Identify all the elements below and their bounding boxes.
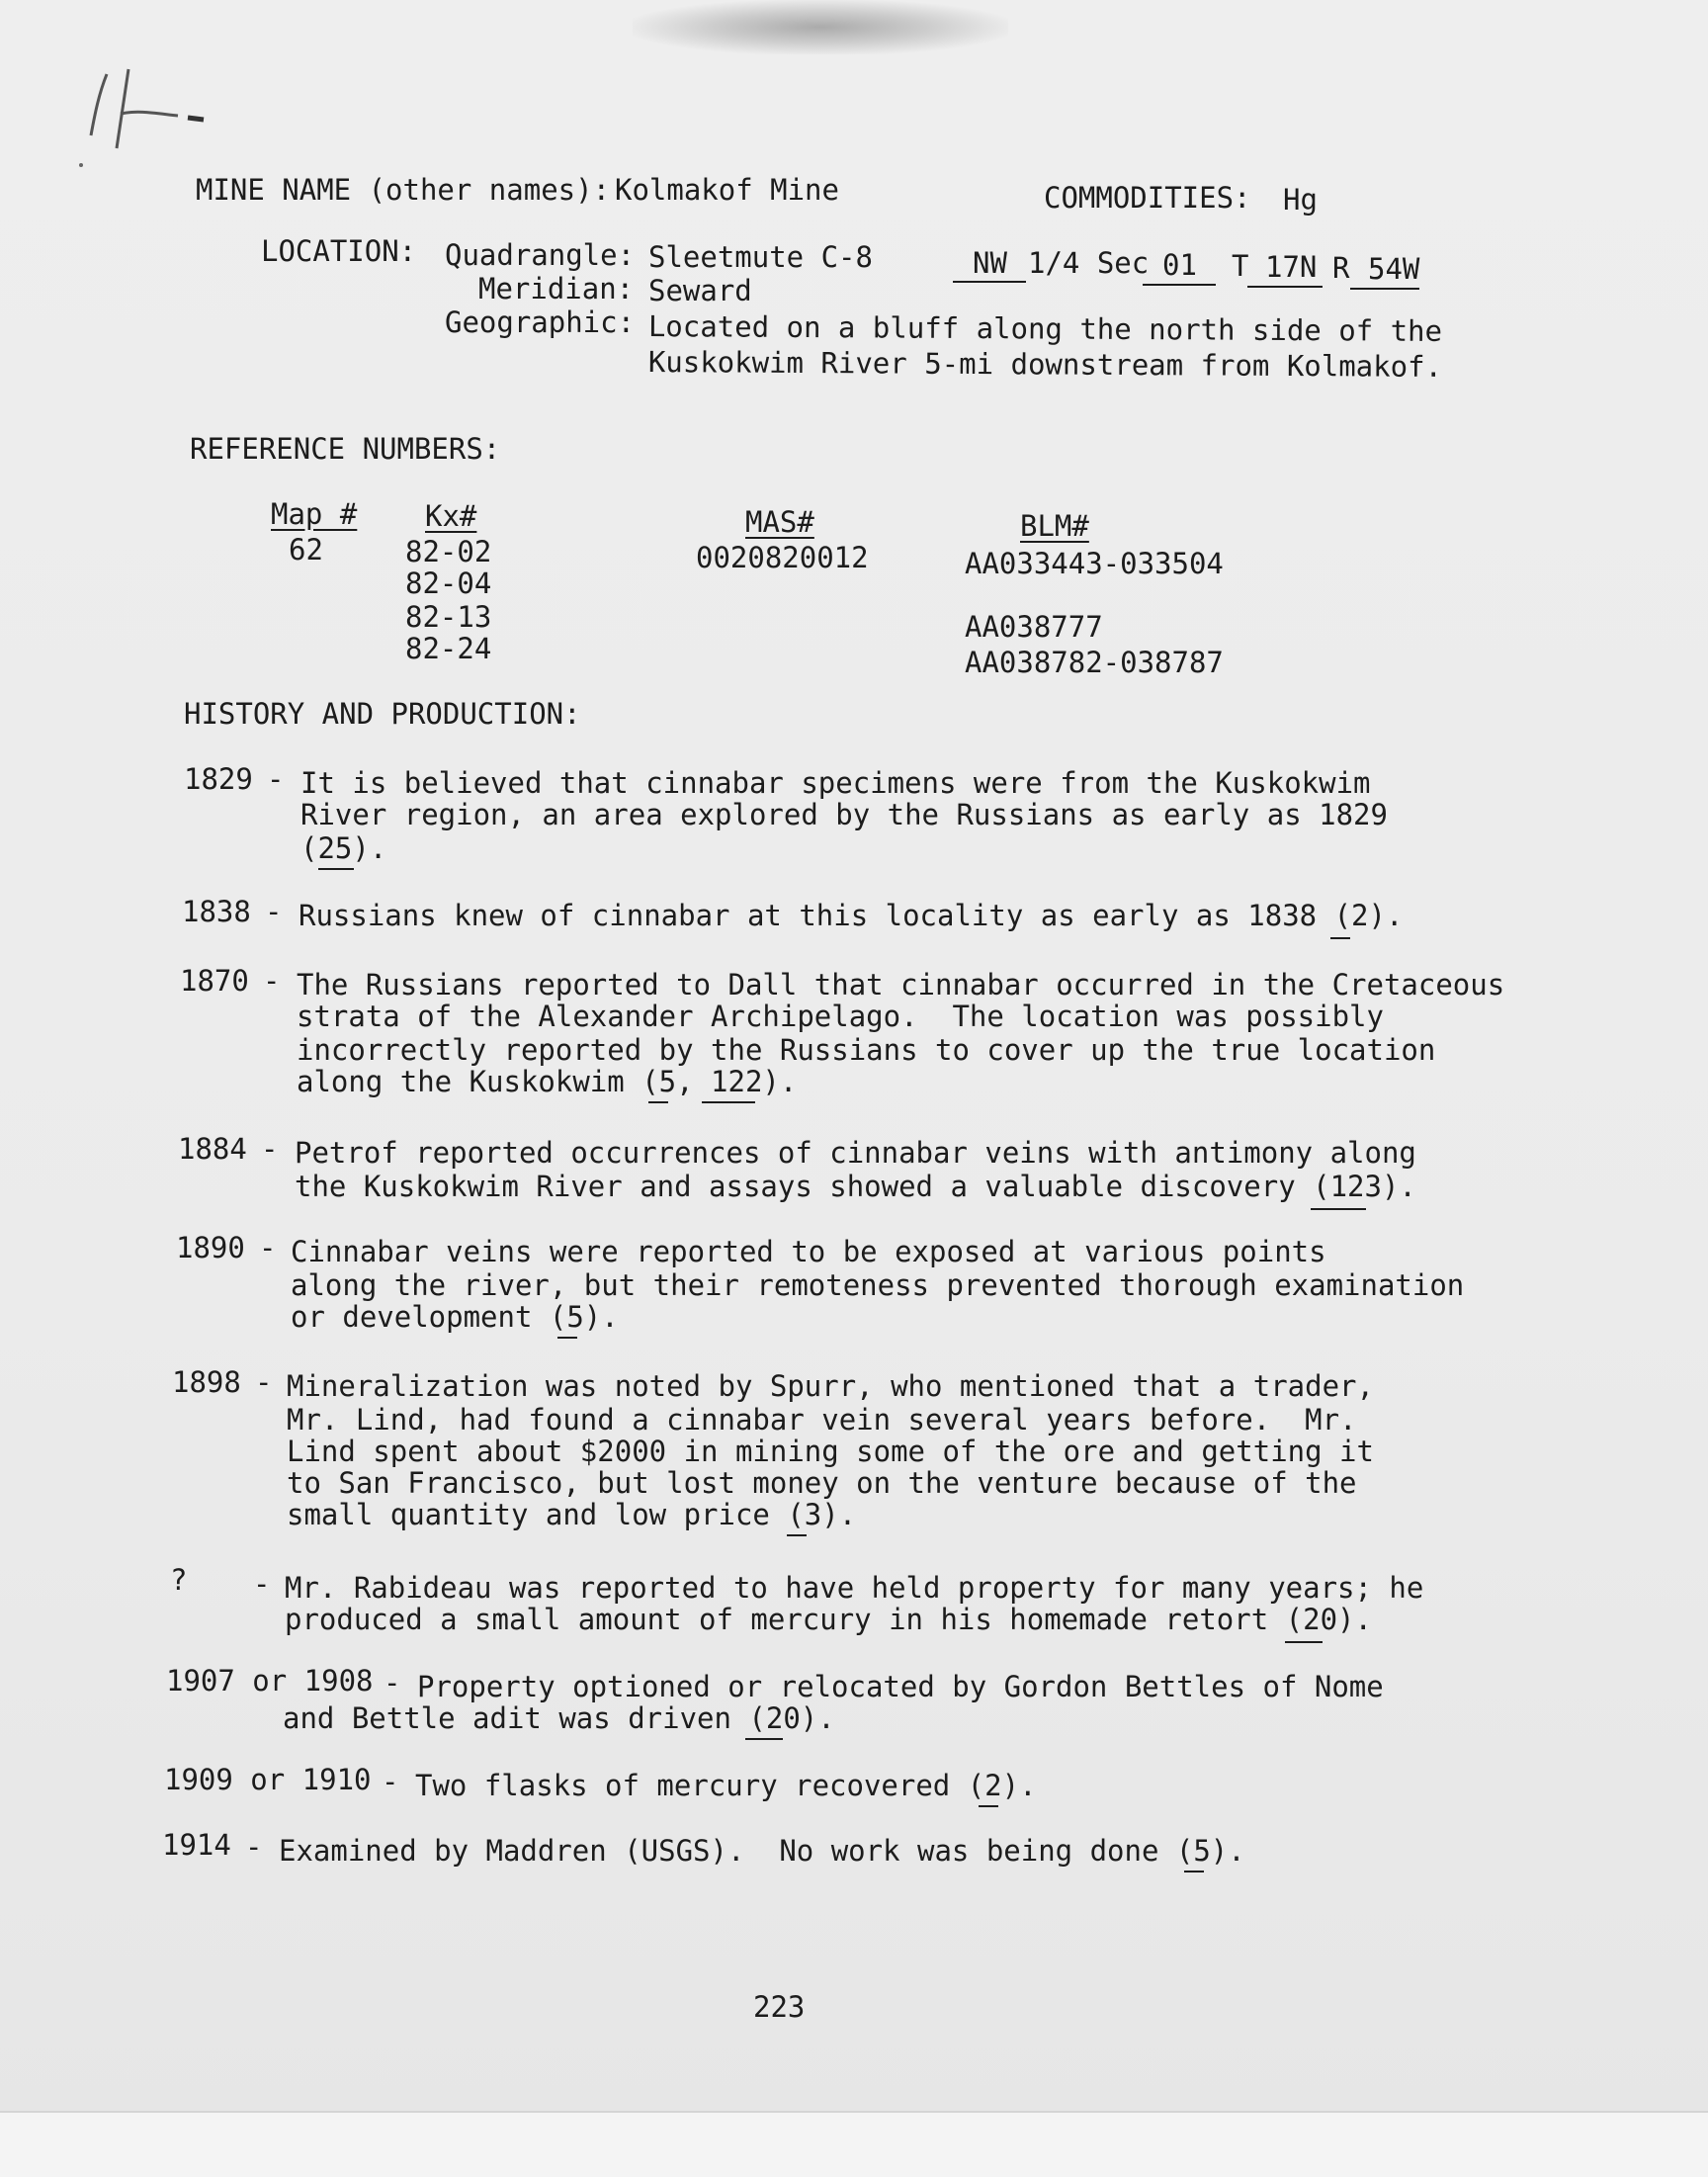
history-line: Examined by Maddren (USGS). No work was being done (5). xyxy=(279,1834,1245,1868)
quadrangle-value: Sleetmute C-8 xyxy=(648,240,873,274)
kx-value: 82-13 xyxy=(405,600,492,634)
meridian-value: Seward xyxy=(648,274,752,307)
geographic-line-2: Kuskokwim River 5-mi downstream from Kolmakof. xyxy=(647,345,1443,384)
history-dash: - xyxy=(265,895,283,928)
history-line: Lind spent about $2000 in mining some of the ore and getting it xyxy=(287,1435,1374,1468)
history-line: It is believed that cinnabar specimens were from the Kuskokwim xyxy=(300,766,1371,800)
history-line: the Kuskokwim River and assays showed a valuable discovery (123). xyxy=(295,1170,1416,1203)
township-underline xyxy=(1247,286,1323,288)
history-line: Property optioned or relocated by Gordon Bettles of Nome xyxy=(417,1670,1384,1703)
citation-underline xyxy=(702,1101,755,1103)
township-value: 17N xyxy=(1265,250,1318,284)
mas-value: 0020820012 xyxy=(696,541,869,574)
blm-value: AA038782-038787 xyxy=(965,646,1224,679)
kx-value: 82-02 xyxy=(405,535,492,568)
history-year: 1907 or 1908 xyxy=(166,1664,374,1698)
history-line: Mr. Lind, had found a cinnabar vein several years before. Mr. xyxy=(287,1403,1357,1437)
history-line: incorrectly reported by the Russians to cover up the true location xyxy=(297,1033,1436,1067)
history-line: produced a small amount of mercury in his homemade retort (20). xyxy=(285,1603,1372,1636)
citation-underline xyxy=(1184,1871,1204,1872)
location-label: LOCATION: xyxy=(261,234,417,268)
history-dash: - xyxy=(384,1666,401,1699)
blm-header: BLM# xyxy=(1020,509,1089,543)
history-dash: - xyxy=(253,1567,271,1601)
mine-name-label: MINE NAME (other names): xyxy=(196,173,611,207)
blm-value: AA038777 xyxy=(965,610,1103,644)
map-header: Map # xyxy=(271,497,358,531)
history-line: (25). xyxy=(300,831,387,865)
kx-value: 82-04 xyxy=(405,566,492,600)
history-dash: - xyxy=(245,1830,263,1864)
kx-value: 82-24 xyxy=(405,632,492,665)
history-dash: - xyxy=(263,964,281,998)
history-line: along the river, but their remoteness prevented thorough examination xyxy=(291,1268,1465,1302)
handwritten-mark-icon xyxy=(69,54,217,173)
history-line: Cinnabar veins were reported to be exposed at various points xyxy=(291,1235,1326,1268)
mine-name-value: Kolmakof Mine xyxy=(615,173,839,207)
geographic-line-1: Located on a bluff along the north side of the xyxy=(647,309,1443,348)
history-year: ? xyxy=(170,1563,188,1597)
reference-numbers-heading: REFERENCE NUMBERS: xyxy=(190,432,501,466)
geographic-label: Geographic: xyxy=(445,305,636,339)
scan-smudge xyxy=(633,0,1008,54)
page-number: 223 xyxy=(753,1990,806,2024)
history-dash: - xyxy=(261,1132,279,1166)
kx-header: Kx# xyxy=(425,499,477,533)
citation-underline xyxy=(557,1337,577,1339)
township-label: T xyxy=(1232,249,1249,283)
citation-underline xyxy=(979,1805,998,1807)
history-line: strata of the Alexander Archipelago. The location was possibly xyxy=(297,1000,1384,1033)
citation-underline xyxy=(787,1534,807,1536)
history-line: and Bettle adit was driven (20). xyxy=(283,1701,835,1735)
citation-underline xyxy=(648,1101,668,1103)
history-line: small quantity and low price (3). xyxy=(287,1498,857,1531)
history-line: Two flasks of mercury recovered (2). xyxy=(415,1769,1037,1802)
quarter-value: NW xyxy=(973,246,1007,280)
quadrangle-label: Quadrangle: xyxy=(445,238,636,272)
citation-underline xyxy=(745,1738,783,1740)
history-line: Russians knew of cinnabar at this locality as early as 1838 (2). xyxy=(299,899,1404,932)
history-dash: - xyxy=(255,1365,273,1399)
history-year: 1914 xyxy=(162,1828,231,1862)
history-line: or development (5). xyxy=(291,1300,619,1334)
section-underline xyxy=(1143,284,1216,286)
history-line: Mineralization was noted by Spurr, who mentioned that a trader, xyxy=(287,1369,1374,1403)
history-line: along the Kuskokwim (5, 122). xyxy=(297,1065,798,1098)
map-value: 62 xyxy=(289,533,323,566)
range-underline xyxy=(1350,288,1419,290)
range-value: 54W xyxy=(1368,252,1420,286)
scan-bottom-band xyxy=(0,2111,1708,2177)
history-year: 1838 xyxy=(182,895,251,928)
meridian-label: Meridian: xyxy=(478,272,635,305)
range-label: R xyxy=(1332,251,1350,285)
history-line: Petrof reported occurrences of cinnabar veins with antimony along xyxy=(295,1136,1416,1170)
citation-underline xyxy=(1311,1208,1366,1210)
citation-underline xyxy=(1330,937,1350,939)
history-year: 1898 xyxy=(172,1365,241,1399)
history-year: 1890 xyxy=(176,1231,245,1264)
history-heading: HISTORY AND PRODUCTION: xyxy=(184,697,581,731)
history-line: to San Francisco, but lost money on the venture because of the xyxy=(287,1466,1357,1500)
quarter-suffix: 1/4 Sec xyxy=(1028,246,1150,280)
quarter-underline xyxy=(953,281,1026,283)
history-line: The Russians reported to Dall that cinnabar occurred in the Cretaceous xyxy=(297,968,1505,1001)
history-dash: - xyxy=(259,1231,277,1264)
citation-underline xyxy=(318,868,354,870)
history-dash: - xyxy=(382,1765,399,1798)
mas-header: MAS# xyxy=(745,505,814,539)
citation-underline xyxy=(1285,1641,1323,1643)
history-dash: - xyxy=(267,762,285,796)
history-year: 1909 or 1910 xyxy=(164,1763,372,1796)
history-year: 1870 xyxy=(180,964,249,998)
history-line: Mr. Rabideau was reported to have held property for many years; he xyxy=(285,1571,1424,1605)
commodities-label: COMMODITIES: xyxy=(1044,181,1251,215)
history-line: River region, an area explored by the Russians as early as 1829 xyxy=(300,798,1388,831)
history-year: 1884 xyxy=(178,1132,247,1166)
blm-value: AA033443-033504 xyxy=(965,547,1224,580)
commodities-value: Hg xyxy=(1283,183,1318,217)
history-year: 1829 xyxy=(184,762,253,796)
section-value: 01 xyxy=(1162,248,1197,282)
